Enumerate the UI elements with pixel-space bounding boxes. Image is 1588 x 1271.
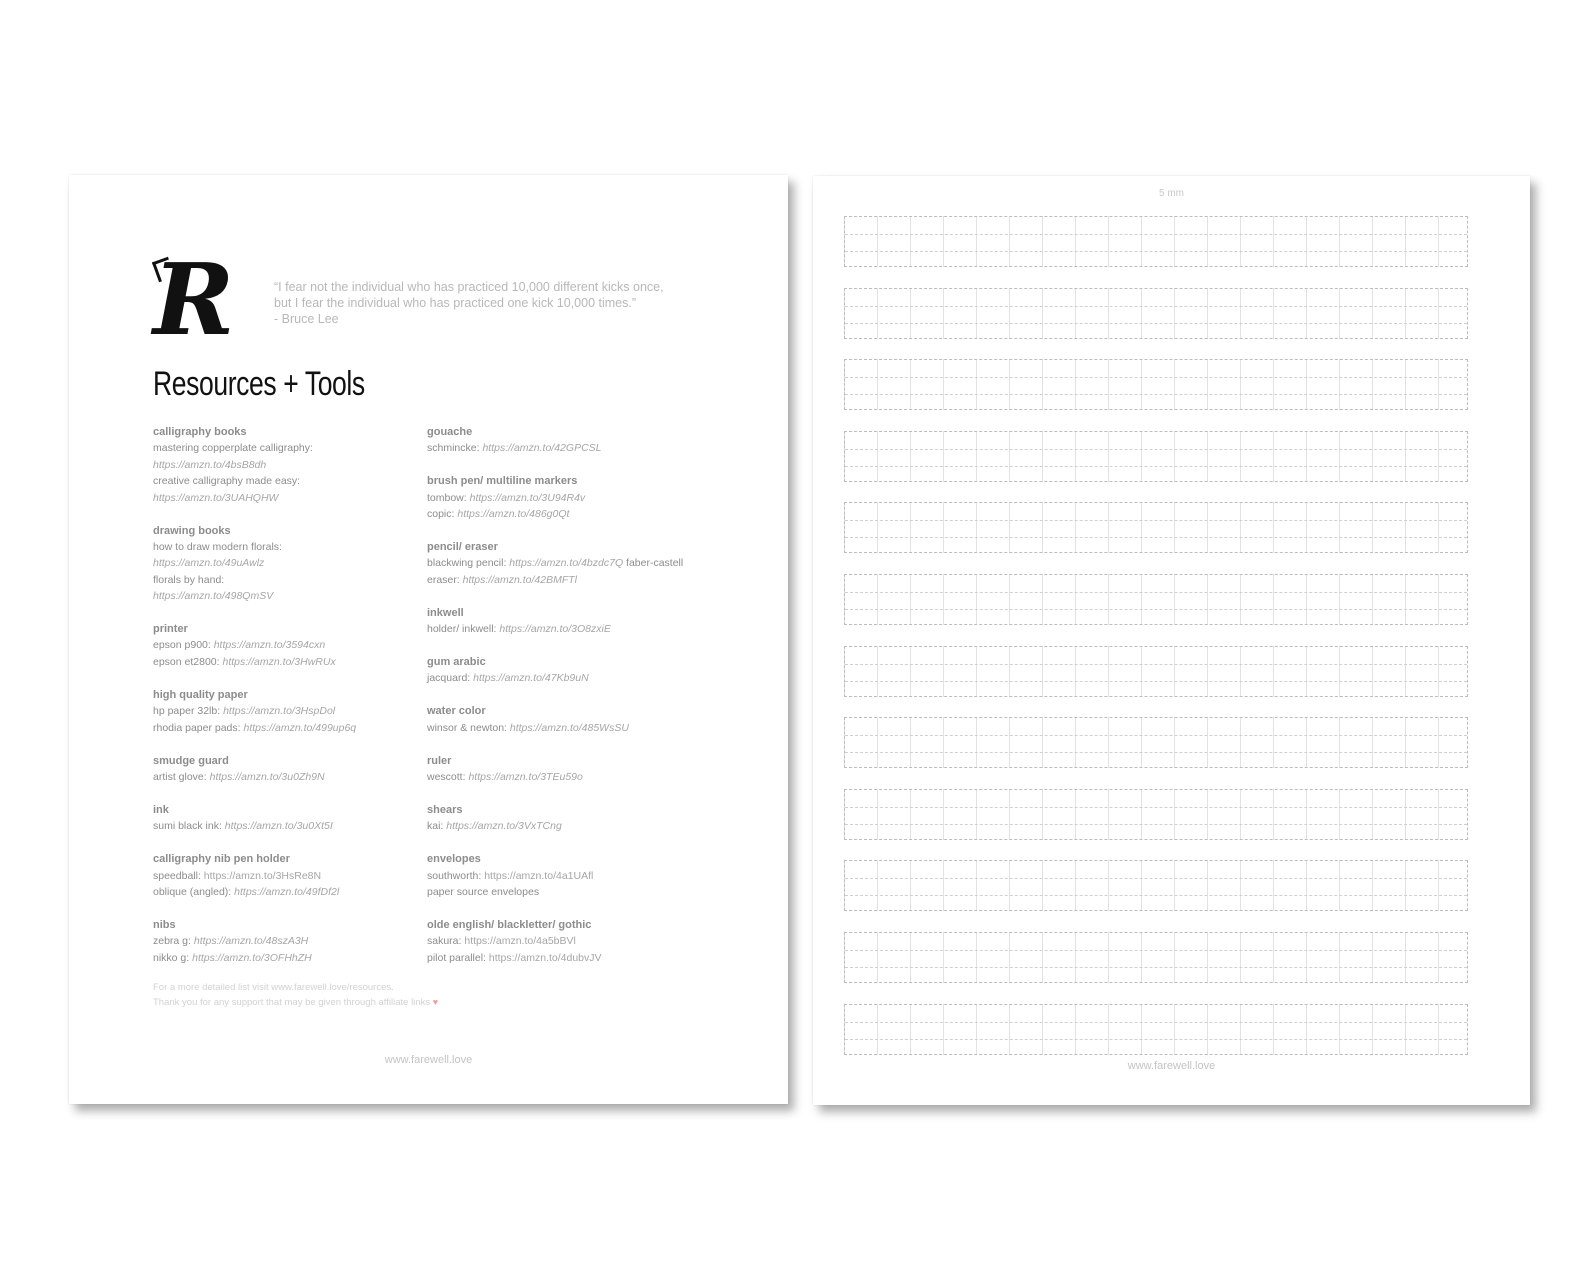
guide-line	[845, 1039, 1467, 1040]
resource-link[interactable]: https://amzn.to/4bsB8dh	[153, 458, 267, 471]
guide-rows	[844, 216, 1468, 1075]
guide-line	[845, 807, 1467, 808]
resource-label: blackwing pencil:	[427, 557, 510, 570]
resource-line	[427, 555, 747, 571]
resource-line	[153, 933, 413, 949]
guide-line	[845, 735, 1467, 736]
resource-label: artist glove:	[153, 770, 210, 783]
resource-section	[153, 621, 413, 670]
resource-line	[153, 473, 413, 489]
resource-section-title: drawing books	[153, 524, 231, 537]
resource-line	[153, 868, 413, 884]
guide-row	[844, 789, 1468, 840]
guide-line	[845, 377, 1467, 378]
resource-line	[427, 950, 747, 966]
resource-line	[153, 440, 413, 456]
resource-link[interactable]: https://amzn.to/4a1UAfl	[484, 869, 594, 882]
resource-line	[153, 539, 413, 555]
resource-label: tombow:	[427, 491, 470, 504]
resource-label: kai:	[427, 820, 447, 833]
resource-section-title: calligraphy books	[153, 426, 247, 438]
resource-section-title: printer	[153, 623, 188, 636]
guide-line	[845, 520, 1467, 521]
resource-label: epson et2800:	[153, 655, 223, 668]
resource-label: zebra g:	[153, 935, 194, 948]
resource-line	[153, 490, 413, 506]
footnote-line	[153, 995, 438, 1010]
resource-line	[153, 818, 413, 834]
resource-section-title: calligraphy nib pen holder	[153, 853, 290, 866]
resource-section-title: smudge guard	[153, 754, 229, 767]
resource-line	[153, 720, 413, 736]
resource-line	[153, 950, 413, 966]
resource-section-title: inkwell	[427, 606, 464, 619]
resource-section	[153, 753, 413, 786]
resource-label: how to draw modern florals:	[153, 540, 282, 553]
resource-label: speedball:	[153, 869, 204, 882]
resource-line	[427, 720, 747, 736]
resource-section	[427, 851, 747, 900]
resource-label: mastering copperplate calligraphy:	[153, 442, 313, 455]
resource-link[interactable]: https://amzn.to/3U94R4v	[469, 491, 586, 504]
resource-link[interactable]: https://amzn.to/486g0Qt	[457, 508, 570, 521]
footnote-text: Thank you for any support that may be given through affiliate links	[153, 997, 433, 1008]
resource-link[interactable]: https://amzn.to/3u0Zh9N	[209, 770, 325, 783]
resource-label: copic:	[427, 508, 458, 521]
resource-section	[427, 539, 747, 588]
resource-line	[153, 457, 413, 473]
guide-line	[845, 306, 1467, 307]
resource-section	[427, 605, 747, 638]
guide-row	[844, 502, 1468, 553]
resource-label: schmincke:	[427, 442, 483, 455]
resource-line	[153, 637, 413, 653]
resource-link[interactable]: https://amzn.to/3HsRe8N	[203, 869, 322, 882]
site-footer: www.farewell.love	[1127, 1060, 1216, 1072]
resource-label: jacquard:	[427, 672, 474, 685]
resource-section	[153, 687, 413, 736]
resource-section-title: water color	[427, 705, 486, 718]
resource-section-title: gouache	[427, 426, 473, 438]
resource-link[interactable]: https://amzn.to/3O8zxiE	[499, 623, 611, 636]
resource-label: sumi black ink:	[153, 820, 225, 833]
quote-line: but I fear the individual who has practiced one kick 10,000 times.”	[274, 296, 637, 310]
guide-row	[844, 717, 1468, 768]
guide-line	[845, 1022, 1467, 1023]
resource-line	[153, 572, 413, 588]
resource-section-title: nibs	[153, 918, 176, 931]
quote-author: - Bruce Lee	[274, 312, 339, 326]
resource-section	[427, 424, 747, 457]
resource-link[interactable]: https://amzn.to/49uAwlz	[153, 557, 265, 570]
guide-line	[845, 895, 1467, 896]
resource-section	[153, 917, 413, 966]
resource-link[interactable]: https://amzn.to/3HwRUx	[222, 655, 336, 668]
resource-label: florals by hand:	[153, 573, 225, 586]
blackletter-logo: R	[153, 243, 233, 358]
grid-size-label: 5 mm	[1159, 188, 1184, 199]
resource-label: rhodia paper pads:	[153, 721, 244, 734]
guide-line	[845, 234, 1467, 235]
resource-line	[153, 884, 413, 900]
resource-label: oblique (angled):	[153, 885, 235, 898]
guide-row	[844, 431, 1468, 482]
resource-label: sakura:	[427, 935, 465, 948]
resource-line	[153, 769, 413, 785]
guide-line	[845, 323, 1467, 324]
guide-row	[844, 932, 1468, 983]
resource-section-title: brush pen/ multiline markers	[427, 475, 578, 488]
resource-link[interactable]: https://amzn.to/48szA3H	[193, 935, 309, 948]
resources-column-left	[153, 424, 413, 983]
guide-line	[845, 752, 1467, 753]
resource-section-title: ink	[153, 803, 169, 816]
resource-section	[153, 424, 413, 506]
guide-line	[845, 251, 1467, 252]
guide-line	[845, 878, 1467, 879]
resource-section-title: shears	[427, 804, 463, 816]
resource-link[interactable]: https://amzn.to/498QmSV	[153, 590, 274, 603]
guide-line	[845, 681, 1467, 682]
resource-link[interactable]: https://amzn.to/3u0Xt5I	[224, 820, 333, 833]
footnote	[153, 981, 438, 1010]
guide-line	[845, 950, 1467, 951]
resource-link[interactable]: https://amzn.to/42GPCSL	[482, 442, 602, 455]
resource-section	[153, 851, 413, 900]
heart-icon: ♥	[432, 997, 439, 1007]
resource-line	[427, 884, 747, 900]
resource-label: nikko g:	[153, 951, 193, 964]
resource-line	[427, 670, 747, 686]
resource-line	[427, 818, 747, 834]
resource-label: epson p900:	[153, 639, 214, 652]
resource-link[interactable]: https://amzn.to/4a5bBVl	[464, 935, 576, 948]
resource-link[interactable]: https://amzn.to/49fDf2l	[234, 885, 340, 898]
resource-link[interactable]: https://amzn.to/3UAHQHW	[153, 491, 279, 504]
resource-section	[153, 802, 413, 835]
resource-line	[153, 555, 413, 571]
resource-link[interactable]: https://amzn.to/485WsSU	[509, 721, 629, 734]
resource-link[interactable]: https://amzn.to/42BMFTl	[462, 573, 577, 586]
guide-line	[845, 664, 1467, 665]
resource-section-title: ruler	[427, 754, 452, 767]
resource-section-title: gum arabic	[427, 656, 486, 669]
resource-link[interactable]: https://amzn.to/4dubvJV	[488, 951, 602, 964]
resource-link[interactable]: https://amzn.to/3OFHhZH	[192, 951, 312, 964]
guide-line	[845, 967, 1467, 968]
resource-section-title: olde english/ blackletter/ gothic	[427, 919, 592, 932]
resource-label: faber-castell	[623, 557, 684, 570]
resource-line	[427, 868, 747, 884]
resource-line	[427, 506, 747, 522]
resource-section	[427, 802, 747, 835]
resource-section	[153, 523, 413, 605]
resource-section-title: high quality paper	[153, 688, 248, 701]
resource-label: pilot parallel:	[427, 951, 489, 964]
guide-row	[844, 288, 1468, 339]
guide-line	[845, 449, 1467, 450]
resource-section-title: envelopes	[427, 853, 481, 866]
practice-grid-page	[813, 176, 1530, 1105]
guide-row	[844, 216, 1468, 267]
resource-section	[427, 917, 747, 966]
guide-line	[845, 466, 1467, 467]
quote-line: “I fear not the individual who has practiced 10,000 different kicks once,	[274, 280, 664, 294]
quote	[274, 279, 714, 327]
resource-link[interactable]: https://amzn.to/3594cxn	[213, 639, 326, 652]
resource-line	[427, 933, 747, 949]
resource-section	[427, 654, 747, 687]
resource-label: paper source envelopes	[427, 886, 540, 899]
resource-label: hp paper 32lb:	[153, 705, 224, 718]
resource-section	[427, 703, 747, 736]
resource-link[interactable]: https://amzn.to/3VxTCng	[446, 820, 562, 833]
guide-line	[845, 609, 1467, 610]
resource-line	[427, 621, 747, 637]
resource-label: holder/ inkwell:	[427, 623, 500, 636]
guide-line	[845, 537, 1467, 538]
resource-line	[153, 654, 413, 670]
page-title: Resources + Tools	[153, 365, 365, 403]
guide-row	[844, 359, 1468, 410]
resources-column-right	[427, 424, 747, 983]
resource-line	[427, 490, 747, 506]
resource-link[interactable]: https://amzn.to/4bzdc7Q	[509, 557, 624, 570]
site-footer: www.farewell.love	[384, 1054, 473, 1066]
resource-line	[153, 703, 413, 719]
resource-label: wescott:	[427, 771, 469, 784]
resource-label: winsor & newton:	[427, 721, 510, 734]
resource-line	[427, 440, 747, 456]
resource-label: eraser:	[427, 573, 463, 586]
guide-line	[845, 592, 1467, 593]
resource-label: creative calligraphy made easy:	[153, 475, 301, 488]
guide-line	[845, 824, 1467, 825]
resource-link[interactable]: https://amzn.to/47Kb9uN	[473, 672, 589, 685]
resource-line	[427, 769, 747, 785]
guide-row	[844, 574, 1468, 625]
resource-line	[427, 572, 747, 588]
resources-page	[69, 175, 788, 1104]
resource-section	[427, 473, 747, 522]
footnote-line: For a more detailed list visit www.farewell.love/resources.	[153, 982, 394, 993]
resource-line	[153, 588, 413, 604]
guide-line	[845, 394, 1467, 395]
guide-row	[844, 1004, 1468, 1055]
resource-label: southworth:	[427, 869, 485, 882]
resource-section	[427, 753, 747, 786]
resource-link[interactable]: https://amzn.to/3HspDol	[223, 705, 336, 718]
guide-row	[844, 860, 1468, 911]
guide-row	[844, 646, 1468, 697]
resource-link[interactable]: https://amzn.to/3TEu59o	[468, 771, 583, 784]
resource-link[interactable]: https://amzn.to/499up6q	[243, 721, 357, 734]
resource-section-title: pencil/ eraser	[427, 541, 498, 554]
